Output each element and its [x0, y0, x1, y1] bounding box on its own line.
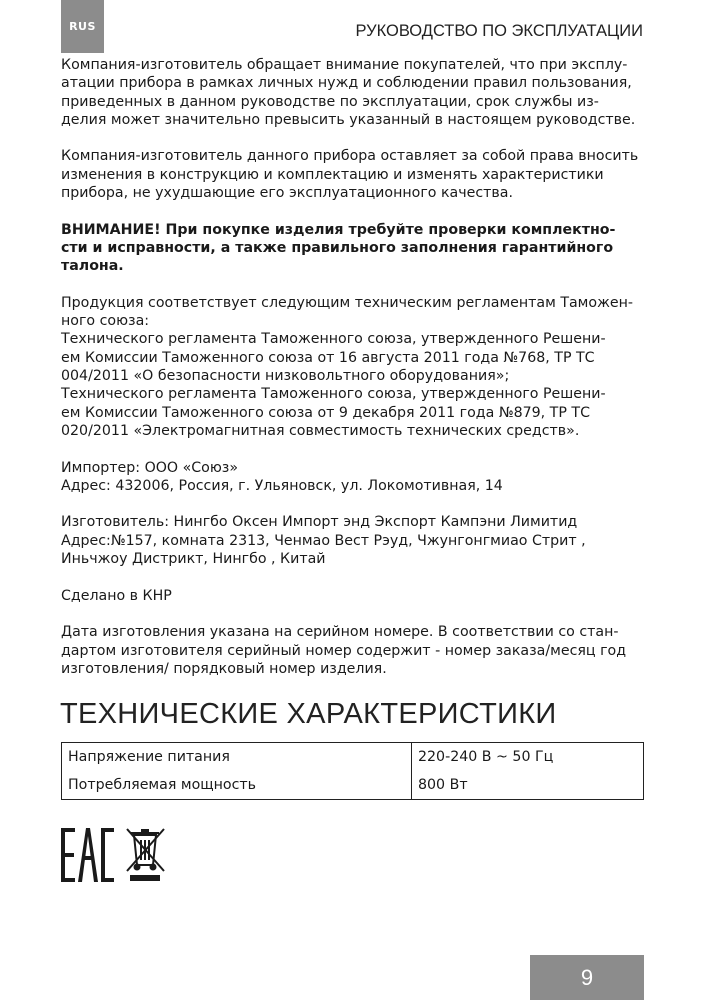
paragraph-production-date: Дата изготовления указана на серийном номере. В соответствии со стан- дартом изготовителя серийный номер содержит - номер заказа/месяц год изготовления/ порядковый номер изделия. [61, 624, 627, 677]
paragraph-made-in: Сделано в КНР [61, 587, 172, 604]
table-row [62, 771, 644, 800]
specs-table [61, 742, 644, 800]
language-tab: RUS [61, 0, 104, 53]
spec-value: 220-240 В ~ 50 Гц [418, 749, 554, 765]
spec-value: 800 Вт [418, 777, 468, 793]
specs-title: ТЕХНИЧЕСКИЕ ХАРАКТЕРИСТИКИ [60, 698, 557, 730]
body-text [61, 56, 645, 696]
eac-mark-icon [61, 828, 114, 882]
paragraph-service-life: Компания-изготовитель обращает внимание покупателей, что при эксплу- атации прибора в рамках личных нужд и соблюдении правил пользования, приведенных в данном руководстве по эксплуатации, срок службы из- делия может значительно превысить указанный в настоящем руководстве. [61, 57, 636, 128]
certification-marks [61, 826, 181, 886]
spec-label: Напряжение питания [62, 743, 412, 772]
table-row [62, 743, 644, 772]
paragraph-manufacturer: Изготовитель: Нингбо Оксен Импорт энд Экспорт Кампэни Лимитид Адрес:№157, комната 2313, Ченмао Вест Рэуд, Чжунгонгмиао Стрит , Иньчжоу Дистрикт, Нингбо , Китай [61, 514, 586, 568]
header-title: РУКОВОДСТВО ПО ЭКСПЛУАТАЦИИ [355, 22, 643, 40]
page-number: 9 [530, 955, 644, 1000]
spec-label: Потребляемая мощность [62, 771, 412, 800]
paragraph-warning: ВНИМАНИЕ! При покупке изделия требуйте проверки комплектно- сти и исправности, а также правильного заполнения гарантийного талона. [61, 221, 616, 275]
paragraph-importer: Импортер: ООО «Союз» Адрес: 432006, Россия, г. Ульяновск, ул. Локомотивная, 14 [61, 459, 503, 494]
paragraph-regulations: Продукция соответствует следующим техническим регламентам Таможен- ного союза: Технического регламента Таможенного союза, утвержденного Решени- ем Комиссии Таможенного союза от 16 августа 2011 года №768, ТР ТС 004/2011 «О безопасности низковольтного оборудования»; Технического регламента Таможенного союза, утвержденного Решени- ем Комиссии Таможенного союза от 9 декабря 2011 года №879, ТР ТС 020/2011 «Электромагнитная совместимость технических средств». [61, 294, 633, 439]
crossed-bin-icon [127, 829, 164, 881]
paragraph-design-changes: Компания-изготовитель данного прибора оставляет за собой права вносить изменения в конструкцию и комплектацию и изменять характеристики прибора, не ухудшающие его эксплуатационного качества. [61, 148, 639, 202]
